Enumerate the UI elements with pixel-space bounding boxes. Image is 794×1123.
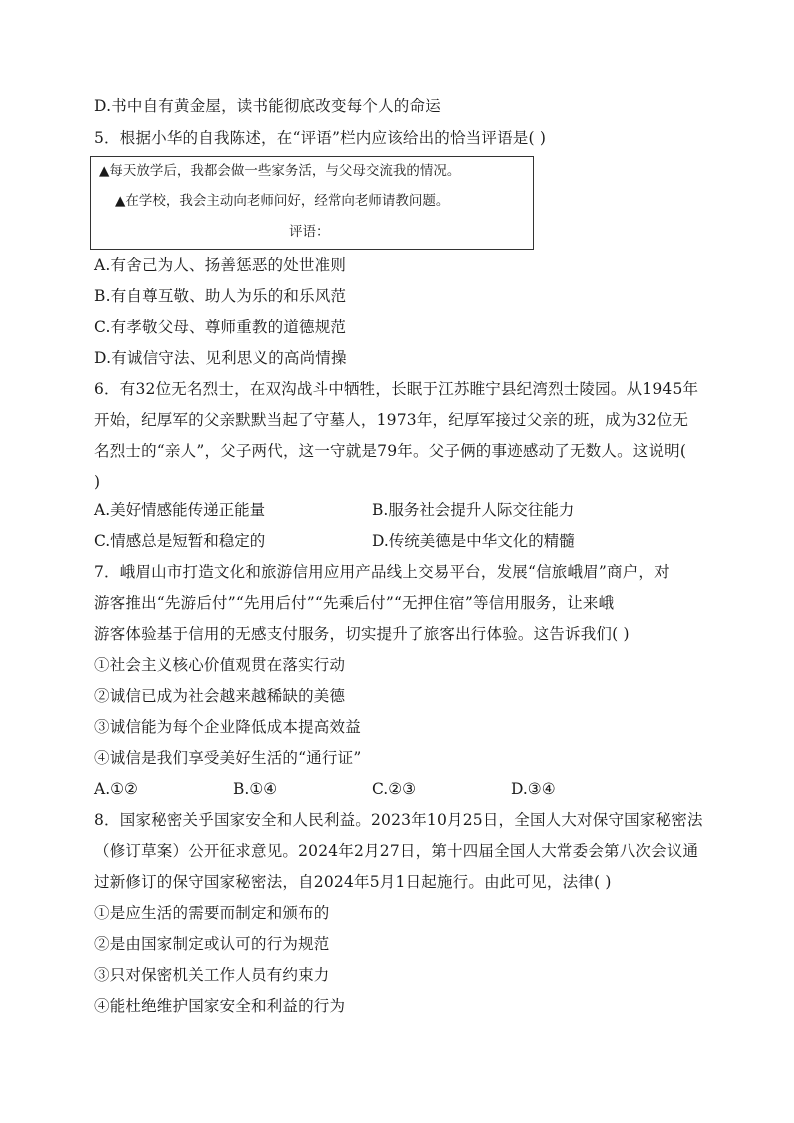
q8-item-4: ④能杜绝维护国家安全和利益的行为 [94, 997, 346, 1015]
q5-statement-box [90, 156, 534, 250]
q7-item-2: ②诚信已成为社会越来越稀缺的美德 [94, 687, 346, 705]
q7-stem-line-2: 游客推出“先游后付”“先用后付”“先乘后付”“无押住宿”等信用服务，让来峨 [94, 594, 615, 612]
q5-box-comment-label: 评语： [289, 224, 330, 240]
q8-stem-line-1: 8．国家秘密关乎国家安全和人民利益。2023年10月25日，全国人大对保守国家秘密法 [94, 811, 703, 829]
q7-item-4: ④诚信是我们享受美好生活的“通行证” [94, 749, 362, 767]
q7-item-1: ①社会主义核心价值观贯在落实行动 [94, 656, 346, 674]
q6-stem-line-3: 名烈士的“亲人”，父子两代，这一守就是79年。父子俩的事迹感动了无数人。这说明( [94, 442, 687, 460]
q7-item-3: ③诚信能为每个企业降低成本提高效益 [94, 718, 361, 736]
q6-stem-line-2: 开始，纪厚军的父亲默默当起了守墓人，1973年，纪厚军接过父亲的班，成为32位无 [94, 411, 689, 429]
q4-option-d: D.书中自有黄金屋，读书能彻底改变每个人的命运 [94, 97, 441, 115]
q6-stem-line-4: ) [94, 473, 101, 491]
q6-option-c: C.情感总是短暂和稳定的 [94, 532, 266, 550]
q5-option-b: B.有自尊互敬、助人为乐的和乐风范 [94, 287, 347, 305]
q5-box-line-2: ▲在学校，我会主动向老师问好，经常向老师请教问题。 [115, 193, 450, 209]
q8-item-3: ③只对保密机关工作人员有约束力 [94, 966, 330, 984]
q8-item-2: ②是由国家制定或认可的行为规范 [94, 935, 330, 953]
q7-option-d: D.③④ [511, 780, 556, 798]
q5-stem: 5．根据小华的自我陈述，在“评语”栏内应该给出的恰当评语是( ) [94, 129, 547, 147]
q5-box-line-1: ▲每天放学后，我都会做一些家务活，与父母交流我的情况。 [99, 163, 461, 179]
q5-option-d: D.有诚信守法、见利思义的高尚情操 [94, 349, 347, 367]
q8-item-1: ①是应生活的需要而制定和颁布的 [94, 904, 330, 922]
q5-option-a: A.有舍己为人、扬善惩恶的处世准则 [94, 256, 347, 274]
q7-stem-line-3: 游客体验基于信用的无感支付服务，切实提升了旅客出行体验。这告诉我们( ) [94, 625, 630, 643]
q7-stem-line-1: 7．峨眉山市打造文化和旅游信用应用产品线上交易平台，发展“信旅峨眉”商户，对 [94, 563, 670, 581]
q8-stem-line-3: 过新修订的保守国家秘密法，自2024年5月1日起施行。由此可见，法律( ) [94, 873, 612, 891]
q6-stem-line-1: 6．有32位无名烈士，在双沟战斗中牺牲，长眠于江苏睢宁县纪湾烈士陵园。从1945年 [94, 380, 699, 398]
q7-option-c: C.②③ [372, 780, 417, 798]
q7-option-b: B.①④ [233, 780, 278, 798]
q6-option-b: B.服务社会提升人际交往能力 [372, 501, 575, 519]
q6-option-d: D.传统美德是中华文化的精髓 [372, 532, 575, 550]
q7-option-a: A.①② [94, 780, 138, 798]
q8-stem-line-2: （修订草案）公开征求意见。2024年2月27日，第十四届全国人大常委会第八次会议通 [94, 842, 699, 860]
q6-option-a: A.美好情感能传递正能量 [94, 501, 266, 519]
q5-option-c: C.有孝敬父母、尊师重教的道德规范 [94, 318, 347, 336]
